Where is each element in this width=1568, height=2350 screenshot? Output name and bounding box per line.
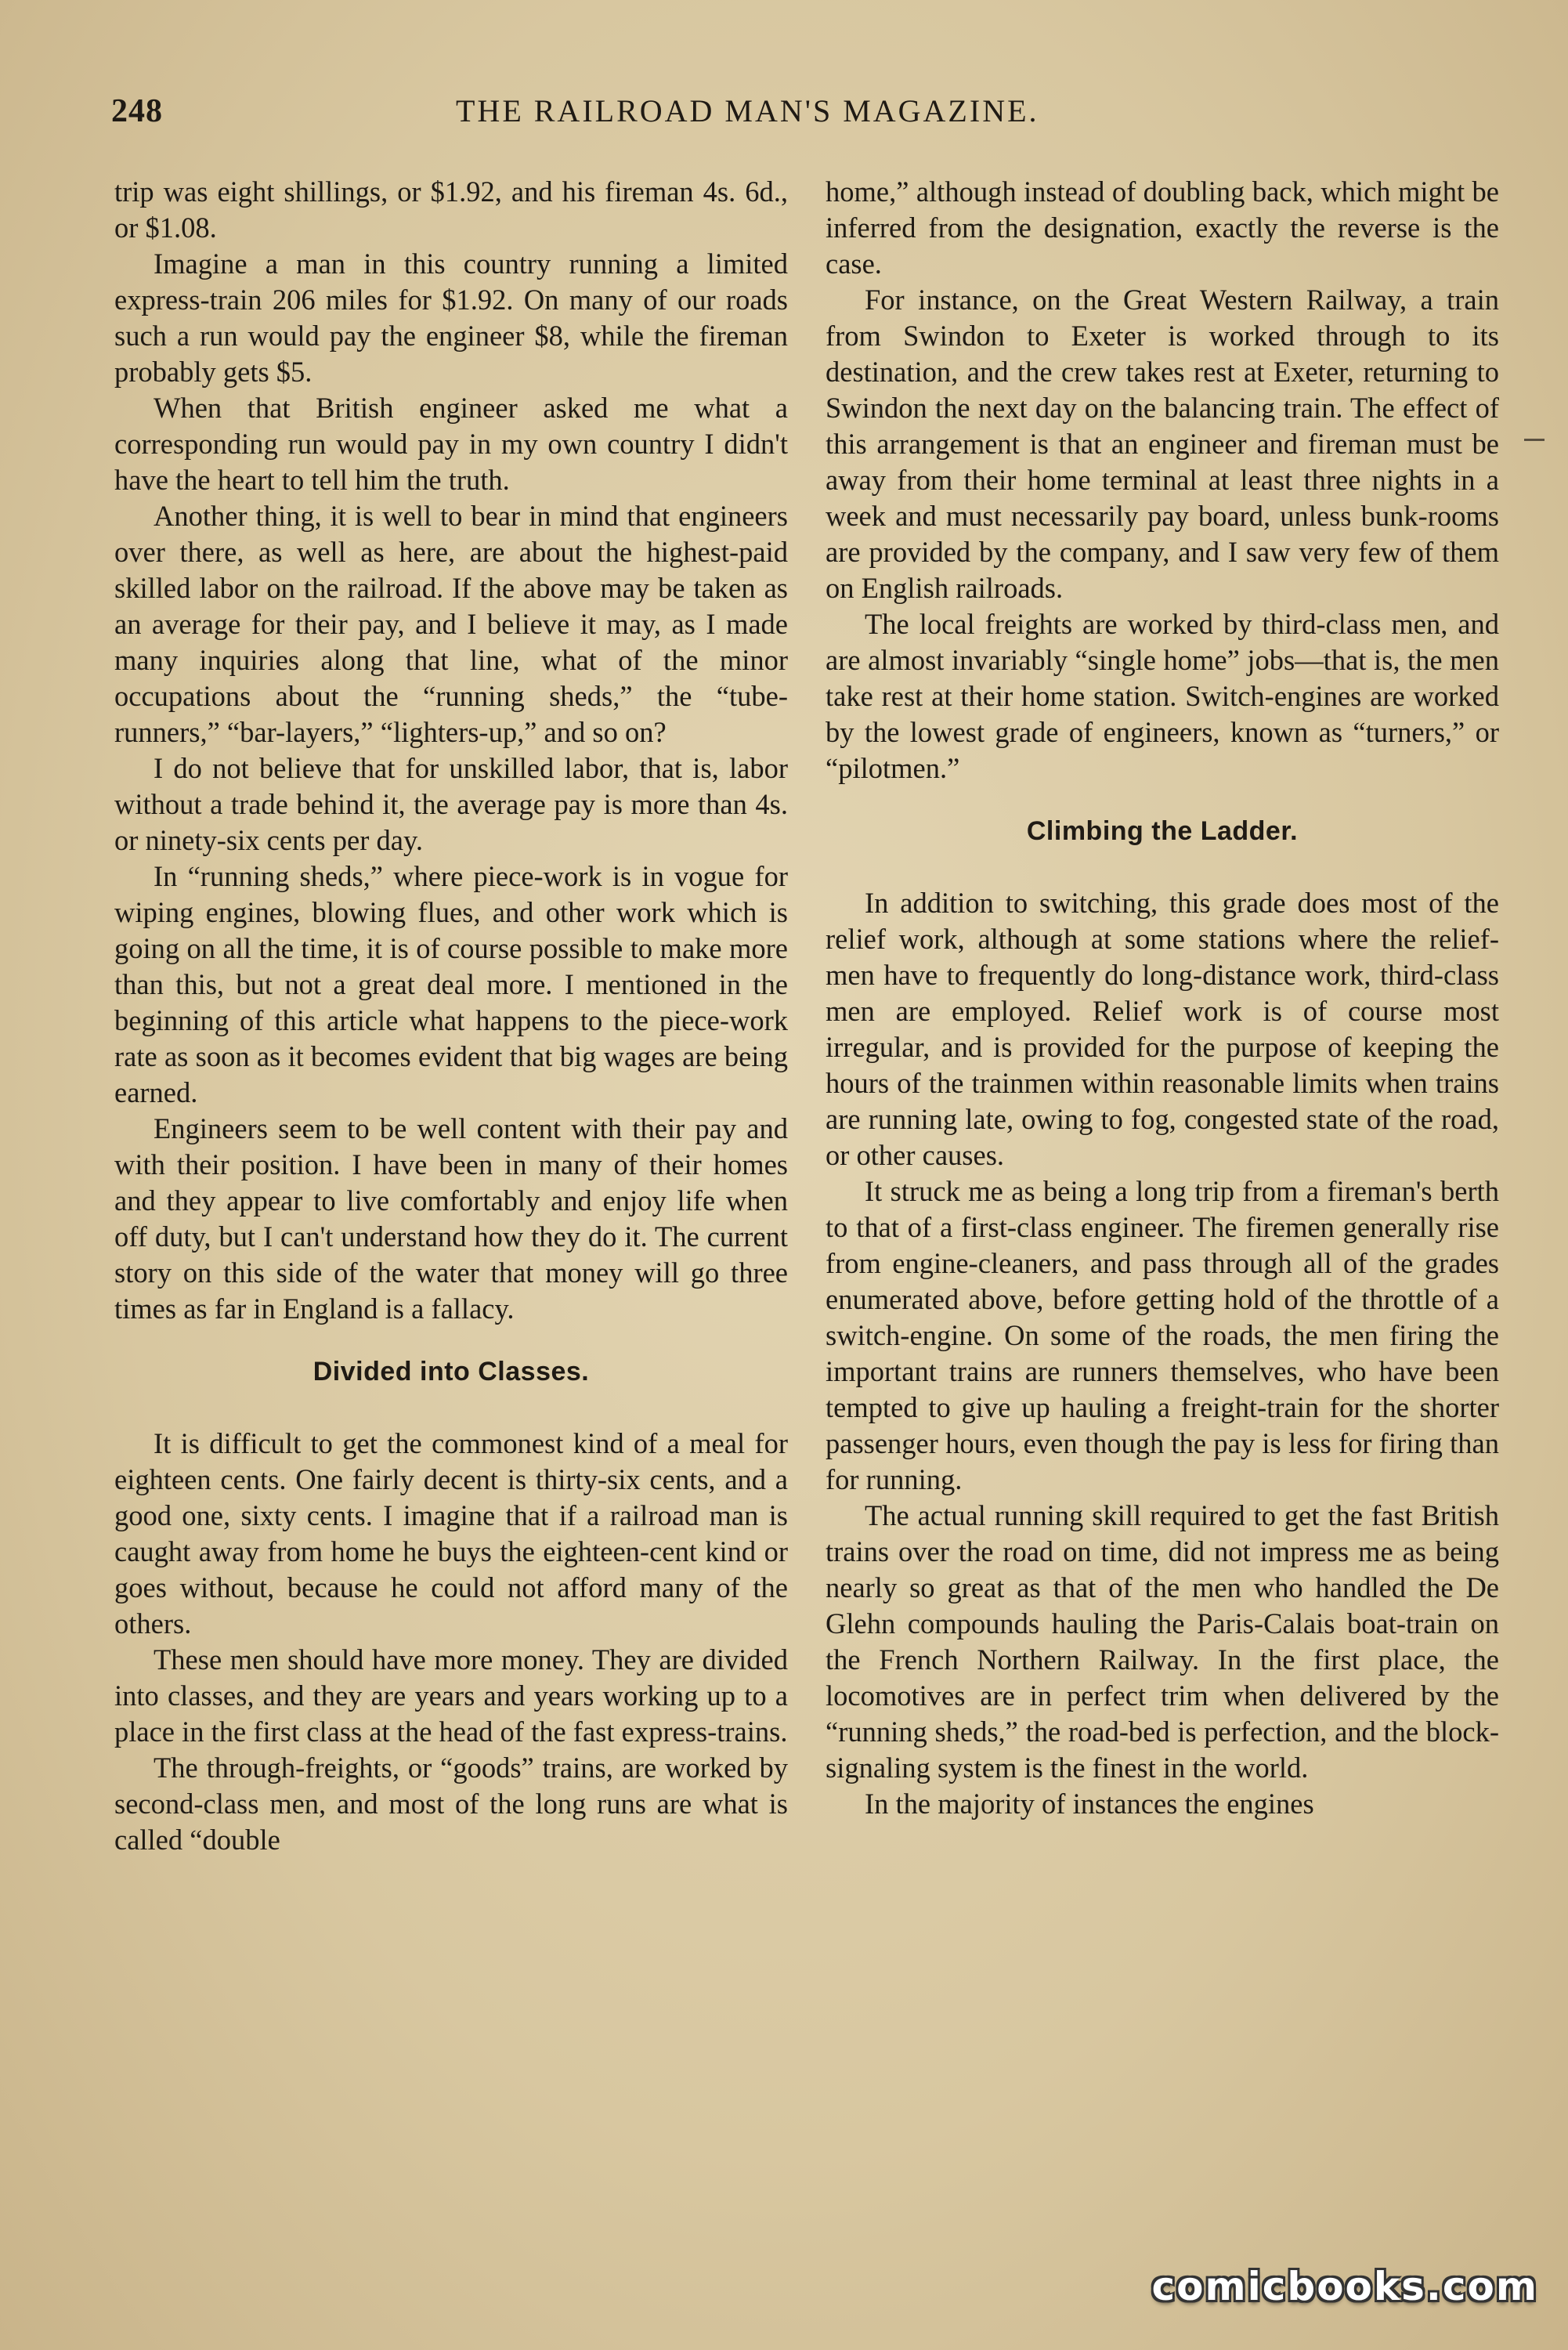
- margin-mark: [1524, 439, 1545, 441]
- body-paragraph: When that British engineer asked me what a corresponding run would pay in my own country I didn't have the heart to tell him the truth.: [114, 392, 788, 496]
- page-header: [111, 92, 1490, 139]
- body-paragraph: In addition to switching, this grade does most of the relief work, although at some stations where the relief-men have to frequently do long-distance work, third-class men are employed. Relief work is of course most irregular, and is provided for the purpose of keeping the hours of the trainmen within reasonable limits when trains are running late, owing to fog, congested state of the road, or other causes.: [826, 887, 1499, 1171]
- body-paragraph: home,” although instead of doubling back, which might be inferred from the designation, exactly the reverse is the case.: [826, 175, 1499, 280]
- body-paragraph: trip was eight shillings, or $1.92, and his fireman 4s. 6d., or $1.08.: [114, 175, 788, 244]
- body-paragraph: The through-freights, or “goods” trains, are worked by second-class men, and most of the long runs are what is called “double: [114, 1752, 788, 1856]
- page-number: 248: [111, 93, 163, 129]
- body-paragraph: Engineers seem to be well content with their pay and with their position. I have been in many of their homes and they appear to live comfortably and enjoy life when off duty, but I can't understand how they do it. The current story on this side of the water that money will go three times as far in England is a fallacy.: [114, 1112, 788, 1325]
- body-paragraph: I do not believe that for unskilled labor, that is, labor without a trade behind it, the average pay is more than 4s. or ninety-six cents per day.: [114, 752, 788, 856]
- site-watermark: comicbooks.com: [1151, 2264, 1538, 2309]
- body-paragraph: For instance, on the Great Western Railway, a train from Swindon to Exeter is worked through to its destination, and the crew takes rest at Exeter, returning to Swindon the next day on the balancing train. The effect of this arrangement is that an engineer and fireman must be away from their home terminal at least three nights in a week and must necessarily pay board, unless bunk-rooms are provided by the company, and I saw very few of them on English railroads.: [826, 284, 1499, 604]
- section-subheading: Climbing the Ladder.: [1026, 816, 1299, 846]
- left-text-column: [114, 174, 788, 2258]
- body-paragraph: In “running sheds,” where piece-work is in vogue for wiping engines, blowing flues, and other work which is going on all the time, it is of course possible to make more than this, but not a great deal more. I mentioned in the beginning of this article what happens to the piece-work rate as soon as it becomes evident that big wages are being earned.: [114, 860, 788, 1108]
- body-paragraph: It struck me as being a long trip from a fireman's berth to that of a first-class engineer. The firemen generally rise from engine-cleaners, and pass through all of the grades enumerated above, before getting hold of the throttle of a switch-engine. On some of the roads, the men firing the important trains are runners themselves, who have been tempted to give up hauling a freight-train for the shorter passenger hours, even though the pay is less for firing than for running.: [826, 1175, 1499, 1495]
- section-subheading: Divided into Classes.: [313, 1357, 590, 1386]
- body-paragraph: It is difficult to get the commonest kind of a meal for eighteen cents. One fairly decent is thirty-six cents, and a good one, sixty cents. I imagine that if a railroad man is caught away from home he buys the eighteen-cent kind or goes without, because he could not afford many of the others.: [114, 1427, 788, 1640]
- right-text-column: [826, 174, 1499, 2258]
- body-paragraph: Imagine a man in this country running a limited express-train 206 miles for $1.92. On many of our roads such a run would pay the engineer $8, while the fireman probably gets $5.: [114, 248, 788, 388]
- running-title: THE RAILROAD MAN'S MAGAZINE.: [456, 93, 1039, 128]
- body-paragraph: The local freights are worked by third-class men, and are almost invariably “single home” jobs—that is, the men take rest at their home station. Switch-engines are worked by the lowest grade of engineers, known as “turners,” or “pilotmen.”: [826, 608, 1499, 784]
- body-paragraph: These men should have more money. They are divided into classes, and they are years and years working up to a place in the first class at the head of the fast express-trains.: [114, 1643, 788, 1748]
- body-paragraph: The actual running skill required to get the fast British trains over the road on time, did not impress me as being nearly so great as that of the men who handled the De Glehn compounds hauling the Paris-Calais boat-train on the French Northern Railway. In the first place, the locomotives are in perfect trim when delivered by the “running sheds,” the road-bed is perfection, and the block-signaling system is the finest in the world.: [826, 1499, 1499, 1784]
- body-paragraph: Another thing, it is well to bear in mind that engineers over there, as well as here, are about the highest-paid skilled labor on the railroad. If the above may be taken as an average for their pay, and I believe it may, as I made many inquiries along that line, what of the minor occupations about the “running sheds,” the “tube-runners,” “bar-layers,” “lighters-up,” and so on?: [114, 500, 788, 748]
- body-paragraph: In the majority of instances the engines: [865, 1788, 1314, 1820]
